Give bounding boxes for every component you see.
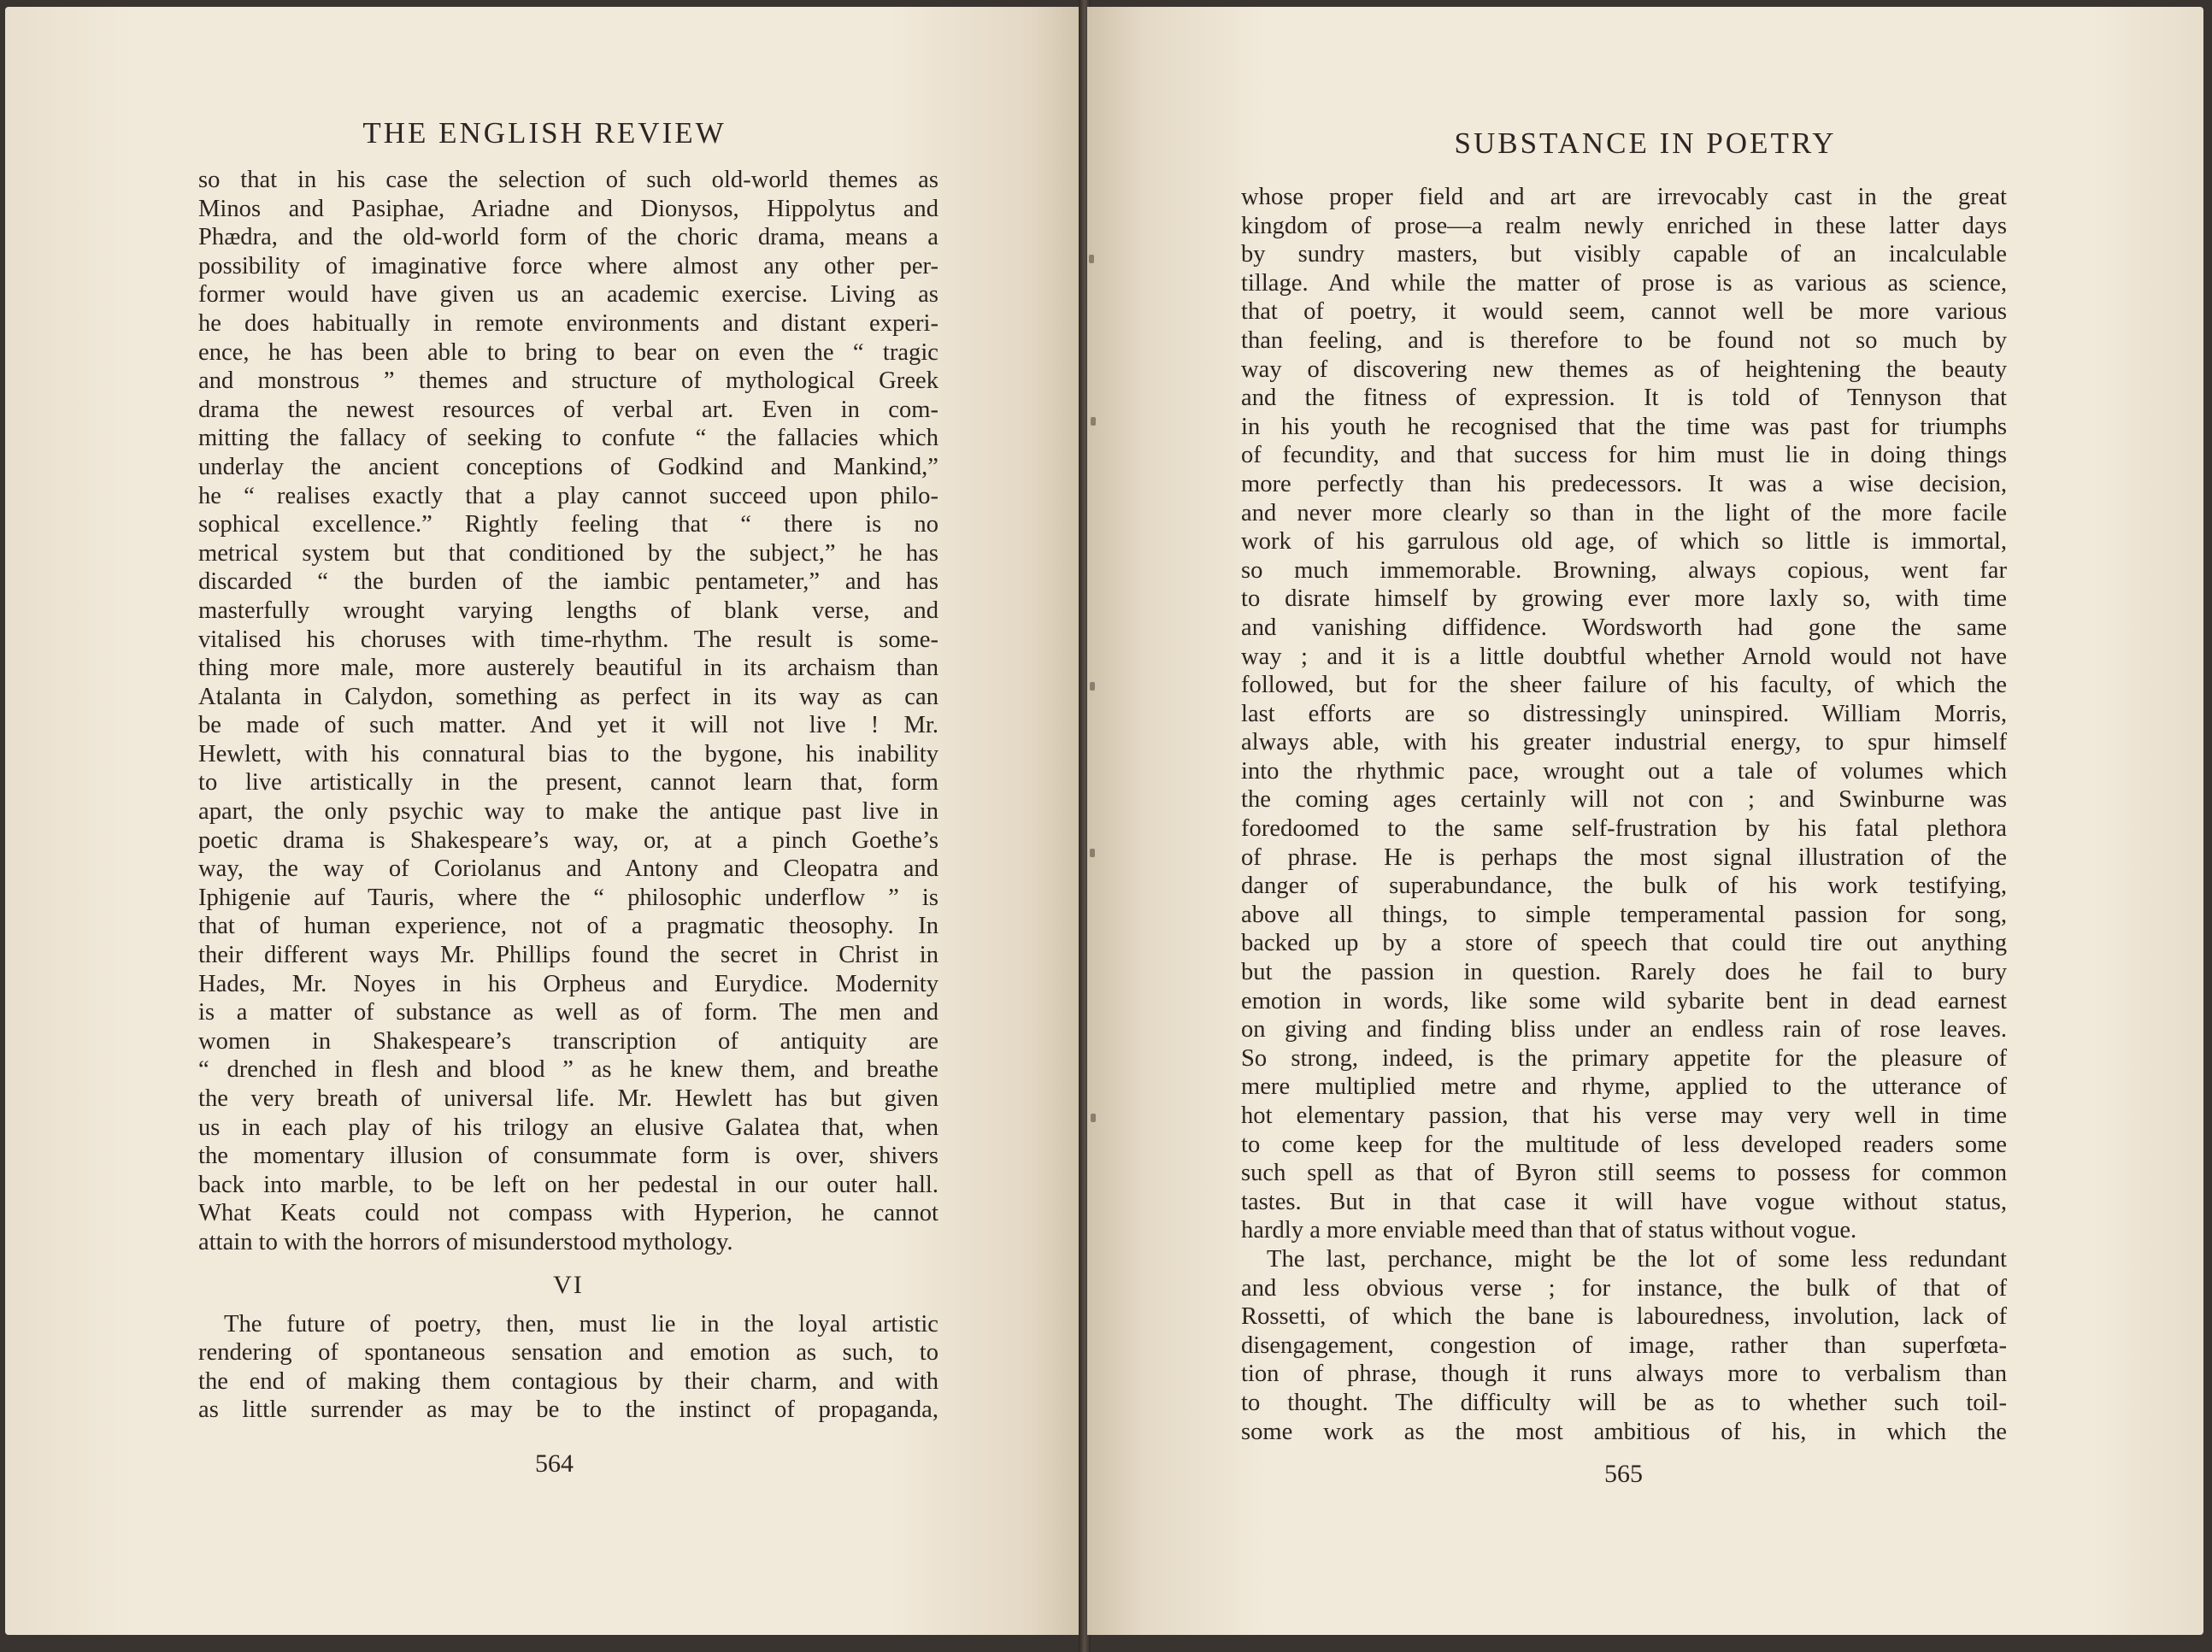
text-line: mitting the fallacy of seeking to confute “ the fallacies which: [198, 425, 938, 452]
text-line: into the rhythmic pace, wrought out a tale of volumes which: [1241, 757, 2007, 785]
text-line: above all things, to simple temperamental passion for song,: [1241, 901, 2007, 928]
text-line: poetic drama is Shakespeare’s way, or, at a pinch Goethe’s: [198, 826, 938, 854]
left-paragraph-continued: [198, 166, 938, 1257]
text-line: and less obvious verse ; for instance, the bulk of that of: [1241, 1274, 2007, 1302]
text-line: of fecundity, and that success for him must lie in doing things: [1241, 442, 2007, 469]
text-line: more perfectly than his predecessors. It was a wise decision,: [1241, 470, 2007, 497]
text-line: followed, but for the sheer failure of his faculty, of which the: [1241, 672, 2007, 699]
left-paragraph-new: [198, 1310, 938, 1425]
section-heading: VI: [553, 1270, 584, 1299]
text-line: way of discovering new themes as of heightening the beauty: [1241, 356, 2007, 383]
text-line: in his youth he recognised that the time was past for triumphs: [1241, 413, 2007, 440]
text-line: The future of poetry, then, must lie in the loyal artistic: [224, 1310, 938, 1337]
text-line: metrical system but that conditioned by the subject,” he has: [198, 539, 938, 567]
text-line: on giving and finding bliss under an endless rain of rose leaves.: [1241, 1016, 2007, 1044]
running-head-left: THE ENGLISH REVIEW: [362, 116, 727, 150]
text-line: but the passion in question. Rarely does he fail to bury: [1241, 959, 2007, 986]
text-line: foredoomed to the same self-frustration by his fatal plethora: [1241, 815, 2007, 843]
text-line: always able, with his greater industrial energy, to spur himself: [1241, 729, 2007, 756]
text-line: so much immemorable. Browning, always copious, went far: [1241, 556, 2007, 584]
text-line: that of human experience, not of a pragmatic theosophy. In: [198, 913, 938, 940]
text-line: Hades, Mr. Noyes in his Orpheus and Eurydice. Modernity: [198, 970, 938, 997]
text-line: their different ways Mr. Phillips found the secret in Christ in: [198, 942, 938, 969]
text-line: “ drenched in flesh and blood ” as he knew them, and breathe: [198, 1056, 938, 1084]
text-line: underlay the ancient conceptions of Godkind and Mankind,”: [198, 453, 938, 480]
text-line: by sundry masters, but visibly capable of an incalculable: [1241, 241, 2007, 268]
text-line: possibility of imaginative force where almost any other per-: [198, 252, 938, 279]
text-line: the very breath of universal life. Mr. Hewlett has but given: [198, 1085, 938, 1112]
text-line: So strong, indeed, is the primary appetite for the pleasure of: [1241, 1044, 2007, 1072]
text-line: women in Shakespeare’s transcription of antiquity are: [198, 1027, 938, 1055]
text-line: work of his garrulous old age, of which so little is immortal,: [1241, 528, 2007, 556]
text-line: former would have given us an academic exercise. Living as: [198, 281, 938, 309]
text-line: What Keats could not compass with Hyperion, he cannot: [198, 1200, 938, 1227]
text-line: backed up by a store of speech that could tire out anything: [1241, 930, 2007, 957]
text-line: attain to with the horrors of misunderstood mythology.: [198, 1228, 733, 1255]
text-line: he “ realises exactly that a play cannot succeed upon philo-: [198, 482, 938, 509]
text-line: The last, perchance, might be the lot of some less redundant: [1267, 1245, 2007, 1273]
text-line: us in each play of his trilogy an elusive Galatea that, when: [198, 1114, 938, 1141]
text-line: tastes. But in that case it will have vogue without status,: [1241, 1188, 2007, 1215]
text-line: Atalanta in Calydon, something as perfect in its way as can: [198, 683, 938, 710]
binding-thread: [1091, 1114, 1096, 1122]
text-line: hot elementary passion, that his verse may very well in time: [1241, 1102, 2007, 1129]
text-line: as little surrender as may be to the instinct of propaganda,: [198, 1396, 938, 1424]
text-line: apart, the only psychic way to make the antique past live in: [198, 798, 938, 826]
text-line: Rossetti, of which the bane is labouredness, involution, lack of: [1241, 1303, 2007, 1331]
text-line: mere multiplied metre and rhyme, applied to the utterance of: [1241, 1073, 2007, 1101]
text-line: way ; and it is a little doubtful whether Arnold would not have: [1241, 643, 2007, 670]
text-line: tion of phrase, though it runs always more to verbalism than: [1241, 1361, 2007, 1388]
text-line: he does habitually in remote environments and distant experi-: [198, 309, 938, 337]
binding-thread: [1091, 417, 1096, 426]
text-line: the end of making them contagious by their charm, and with: [198, 1367, 938, 1395]
text-line: discarded “ the burden of the iambic pentameter,” and has: [198, 568, 938, 596]
text-line: of phrase. He is perhaps the most signal illustration of the: [1241, 844, 2007, 871]
text-line: kingdom of prose—a realm newly enriched in these latter days: [1241, 212, 2007, 239]
text-line: some work as the most ambitious of his, in which the: [1241, 1418, 2007, 1445]
text-line: is a matter of substance as well as of form. The men and: [198, 999, 938, 1026]
text-line: and never more clearly so than in the light of the more facile: [1241, 499, 2007, 526]
text-line: drama the newest resources of verbal art. Even in com-: [198, 396, 938, 423]
text-line: and the fitness of expression. It is told of Tennyson that: [1241, 385, 2007, 412]
text-line: Minos and Pasiphae, Ariadne and Dionysos, Hippolytus and: [198, 195, 938, 222]
text-line: tillage. And while the matter of prose is as various as science,: [1241, 269, 2007, 297]
binding-thread: [1090, 849, 1095, 857]
text-line: hardly a more enviable meed than that of status without vogue.: [1241, 1217, 1857, 1244]
text-line: last efforts are so distressingly uninspired. William Morris,: [1241, 700, 2007, 727]
left-page: [5, 7, 1084, 1635]
text-line: vitalised his choruses with time-rhythm. The result is some-: [198, 626, 938, 653]
text-line: and vanishing diffidence. Wordsworth had gone the same: [1241, 614, 2007, 641]
left-text-block: [198, 166, 938, 1425]
text-line: be made of such matter. And yet it will not live ! Mr.: [198, 712, 938, 739]
binding-thread: [1089, 255, 1094, 263]
text-line: whose proper field and art are irrevocably cast in the great: [1241, 184, 2007, 210]
text-line: sophical excellence.” Rightly feeling that “ there is no: [198, 511, 938, 538]
page-number-left: 564: [535, 1449, 574, 1478]
text-line: to live artistically in the present, cannot learn that, form: [198, 769, 938, 797]
text-line: the momentary illusion of consummate form is over, shivers: [198, 1143, 938, 1170]
text-line: rendering of spontaneous sensation and emotion as such, to: [198, 1339, 938, 1367]
running-head-right: SUBSTANCE IN POETRY: [1454, 126, 1837, 160]
text-line: to disrate himself by growing ever more laxly so, with time: [1241, 585, 2007, 613]
text-line: danger of superabundance, the bulk of his work testifying,: [1241, 873, 2007, 900]
text-line: back into marble, to be left on her pedestal in our outer hall.: [198, 1171, 938, 1198]
text-line: ence, he has been able to bring to bear on even the “ tragic: [198, 338, 938, 366]
text-line: so that in his case the selection of such old-world themes as: [198, 167, 938, 193]
text-line: than feeling, and is therefore to be found not so much by: [1241, 326, 2007, 354]
text-line: the coming ages certainly will not con ; and Swinburne was: [1241, 786, 2007, 814]
text-line: to come keep for the multitude of less developed readers some: [1241, 1131, 2007, 1158]
text-line: disengagement, congestion of image, rather than superfœta-: [1241, 1332, 2007, 1359]
text-line: Iphigenie auf Tauris, where the “ philosophic underflow ” is: [198, 884, 938, 911]
page-number-right: 565: [1604, 1460, 1643, 1488]
text-line: and monstrous ” themes and structure of mythological Greek: [198, 367, 938, 395]
text-line: that of poetry, it would seem, cannot well be more various: [1241, 298, 2007, 326]
right-text-block: [1241, 183, 2007, 1446]
text-line: thing more male, more austerely beautiful in its archaism than: [198, 655, 938, 682]
text-line: way, the way of Coriolanus and Antony and Cleopatra and: [198, 855, 938, 883]
text-line: emotion in words, like some wild sybarite bent in dead earnest: [1241, 987, 2007, 1014]
text-line: Hewlett, with his connatural bias to the bygone, his inability: [198, 740, 938, 767]
text-line: Phædra, and the old-world form of the choric drama, means a: [198, 224, 938, 251]
right-page: [1087, 7, 2203, 1635]
text-line: to thought. The difficulty will be as to whether such toil-: [1241, 1389, 2007, 1416]
text-line: such spell as that of Byron still seems to possess for common: [1241, 1160, 2007, 1187]
text-line: masterfully wrought varying lengths of blank verse, and: [198, 597, 938, 624]
binding-thread: [1090, 682, 1095, 691]
